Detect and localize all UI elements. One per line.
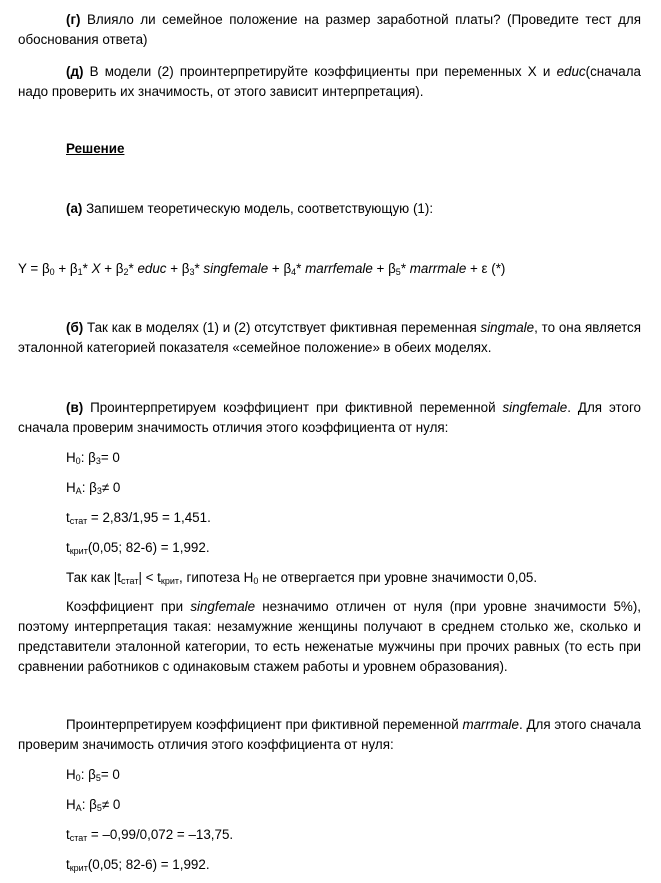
h-symbol: H: [66, 797, 76, 812]
test1-h0: [66, 448, 641, 468]
question-d-label: (д): [66, 64, 84, 79]
part-v-text-1: Проинтерпретируем коэффициент при фиктивной переменной: [83, 400, 503, 415]
eq-sub: 3: [189, 267, 195, 277]
interp-text-2: незначимо отличен от нуля (при уровне значимости 5%), поэтому интерпретация такая: незамужние женщины получают в среднем столько же, сколько и представители эталонной категории, то есть неженатые мужчины при прочих равных (то есть при сравнении работников с одинаковым стажем работы и уровнем образования).: [18, 599, 641, 674]
test2-h0: [66, 765, 641, 785]
t-sub: стат: [69, 833, 88, 843]
eq-part: + β: [166, 261, 190, 276]
question-d-text-1: В модели (2) проинтерпретируйте коэффициенты при переменных X и: [83, 64, 557, 79]
t-sub: крит: [69, 546, 88, 556]
eq-part: Y = β: [18, 261, 50, 276]
question-g: [18, 10, 641, 50]
test2-ha: [66, 795, 641, 815]
solution-heading-line: [18, 139, 641, 159]
eq-part: + ε (*): [466, 261, 506, 276]
h-sub: 0: [75, 773, 81, 783]
h-text: : β: [81, 797, 97, 812]
interp-text-1: Коэффициент при: [66, 599, 191, 614]
test1-tcrit: [66, 538, 641, 558]
question-g-label: (г): [66, 12, 81, 27]
eq-part: + β: [268, 261, 292, 276]
concl-text: не отвергается при уровне значимости 0,05.: [258, 570, 538, 585]
beta-sub: 5: [95, 773, 101, 783]
eq-part: *: [194, 261, 204, 276]
h-symbol: H: [66, 450, 76, 465]
concl-sub: крит: [160, 576, 179, 586]
concl-text: , гипотеза H: [179, 570, 254, 585]
t-symbol: t: [66, 827, 70, 842]
h-symbol: H: [66, 767, 76, 782]
var-educ: educ: [556, 64, 586, 79]
var-marrmale: marrmale: [462, 717, 519, 732]
concl-sub: стат: [120, 576, 139, 586]
h-text: = 0: [100, 767, 120, 782]
h-sub: 0: [75, 456, 81, 466]
test1-tstat: [66, 508, 641, 528]
concl-sub: 0: [253, 576, 259, 586]
h-text: ≠ 0: [101, 797, 121, 812]
h-text: : β: [81, 480, 97, 495]
eq-part: + β: [372, 261, 396, 276]
h-symbol: H: [66, 480, 76, 495]
t-value: = –0,99/0,072 = –13,75.: [87, 827, 234, 842]
question-d: [18, 62, 641, 102]
h-sub: A: [75, 803, 82, 813]
interpretation-marrmale: [18, 715, 641, 755]
part-a: [18, 199, 641, 219]
eq-part: *: [400, 261, 410, 276]
part-b-text-2: , то она является эталонной категорией показателя «семейное положение» в обеих моделях.: [18, 320, 642, 355]
eq-part: + β: [54, 261, 78, 276]
t-symbol: t: [66, 540, 70, 555]
var-singfemale: singfemale: [502, 400, 568, 415]
eq-part: *: [128, 261, 138, 276]
var-singfemale: singfemale: [190, 599, 256, 614]
interp-text-2: . Для этого сначала проверим значимость отличия этого коэффициента от нуля:: [18, 717, 642, 752]
eq-sub: 5: [395, 267, 401, 277]
eq-sub: 0: [49, 267, 55, 277]
test1-conclusion: [66, 568, 641, 588]
var-x: X: [91, 261, 101, 276]
h-text: ≠ 0: [101, 480, 121, 495]
h-text: : β: [80, 767, 96, 782]
model-equation: [18, 259, 641, 279]
solution-heading: Решение: [66, 141, 125, 156]
concl-text: | < t: [138, 570, 161, 585]
t-sub: стат: [69, 516, 88, 526]
interpretation-singfemale: [18, 597, 641, 677]
eq-sub: 2: [123, 267, 129, 277]
var-singmale: singmale: [480, 320, 535, 335]
part-a-label: (а): [66, 201, 83, 216]
eq-part: *: [296, 261, 306, 276]
h-text: = 0: [100, 450, 120, 465]
beta-sub: 3: [96, 486, 102, 496]
beta-sub: 3: [95, 456, 101, 466]
part-b-label: (б): [66, 320, 84, 335]
test1-ha: [66, 478, 641, 498]
concl-text: Так как |t: [66, 570, 121, 585]
var-singfemale: singfemale: [203, 261, 269, 276]
t-value: (0,05; 82-6) = 1,992.: [87, 540, 210, 555]
part-b: [18, 318, 641, 358]
h-text: : β: [80, 450, 96, 465]
h-sub: A: [75, 486, 82, 496]
eq-sub: 4: [291, 267, 297, 277]
part-v-text-2: . Для этого сначала проверим значимость отличия этого коэффициента от нуля:: [18, 400, 641, 435]
question-g-text: Влияло ли семейное положение на размер заработной платы? (Проведите тест для обоснования ответа): [18, 12, 641, 47]
var-marrmale: marrmale: [409, 261, 467, 276]
beta-sub: 5: [96, 803, 102, 813]
eq-sub: 1: [77, 267, 83, 277]
part-b-text-1: Так как в моделях (1) и (2) отсутствует фиктивная переменная: [83, 320, 481, 335]
test2-tcrit: [66, 855, 641, 875]
test2-tstat: [66, 825, 641, 845]
t-sub: крит: [69, 863, 88, 873]
t-symbol: t: [66, 857, 70, 872]
var-educ: educ: [137, 261, 167, 276]
question-d-text-2: (сначала надо проверить их значимость, от этого зависит интерпретация).: [18, 64, 641, 99]
var-marrfemale: marrfemale: [305, 261, 373, 276]
part-v-label: (в): [66, 400, 84, 415]
eq-part: + β: [100, 261, 124, 276]
t-symbol: t: [66, 510, 70, 525]
part-v: [18, 398, 641, 438]
eq-part: *: [82, 261, 92, 276]
part-a-text: Запишем теоретическую модель, соответствующую (1):: [82, 201, 434, 216]
t-value: (0,05; 82-6) = 1,992.: [87, 857, 210, 872]
interp-text-1: Проинтерпретируем коэффициент при фиктивной переменной: [66, 717, 463, 732]
t-value: = 2,83/1,95 = 1,451.: [87, 510, 211, 525]
